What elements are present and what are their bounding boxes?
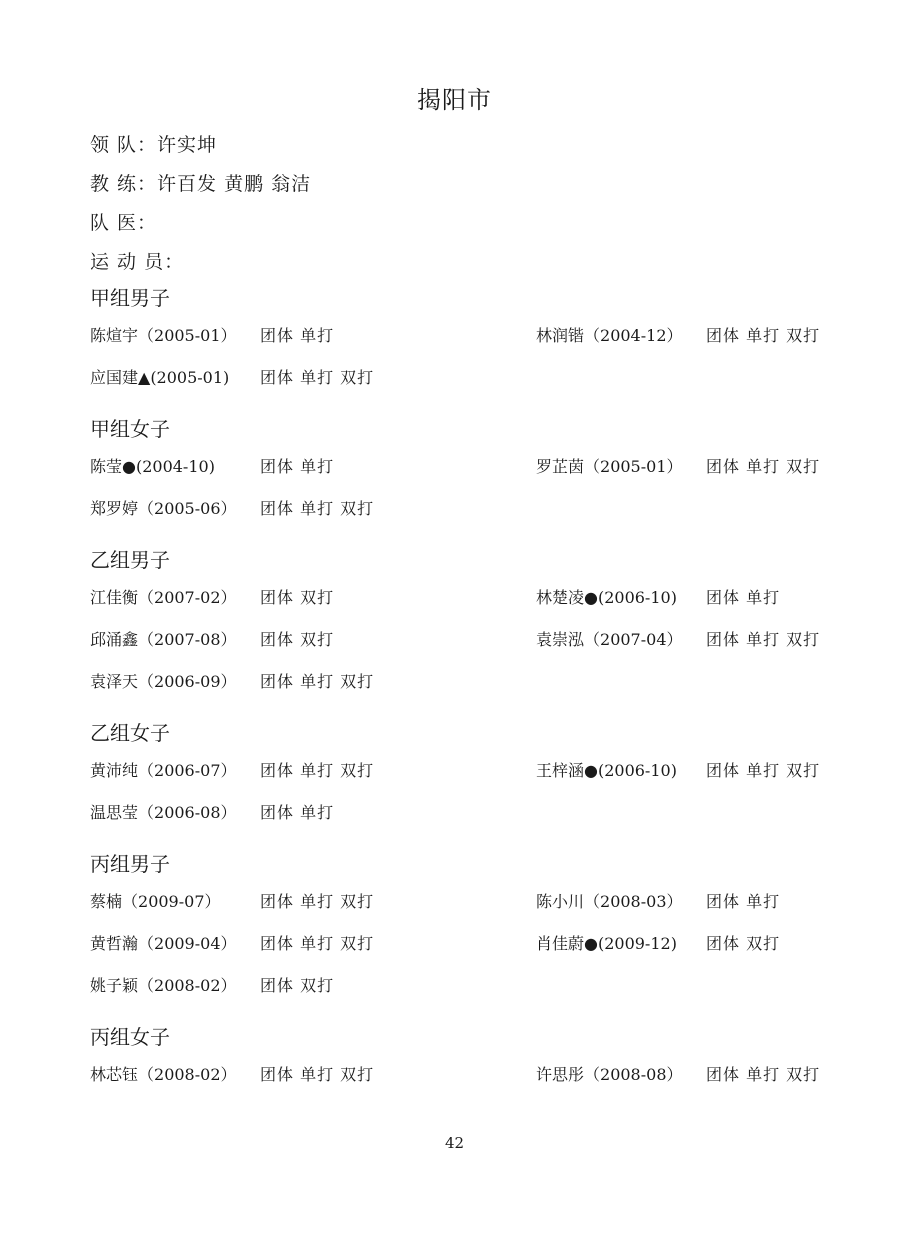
page-title: 揭阳市 — [417, 86, 492, 114]
athlete-identity — [90, 889, 260, 912]
athlete-name: 袁泽天 — [90, 672, 139, 691]
athlete-events: 团体 单打 — [260, 457, 335, 476]
athlete-entry — [536, 454, 821, 477]
athlete-row — [90, 355, 850, 397]
athlete-entry — [90, 627, 335, 650]
athlete-row — [90, 790, 850, 832]
athlete-entry — [90, 800, 335, 823]
athlete-identity — [536, 758, 706, 781]
athlete-birth: （2005-06） — [138, 499, 237, 518]
athlete-row — [90, 748, 850, 790]
athlete-identity — [90, 454, 260, 477]
athlete-identity — [90, 669, 260, 692]
athlete-row — [90, 486, 850, 528]
athlete-birth: (2005-01) — [150, 368, 230, 387]
athlete-birth: （2008-08） — [584, 1065, 683, 1084]
athlete-events: 团体 单打 — [260, 326, 335, 345]
athlete-birth: （2009-07） — [122, 892, 221, 911]
athlete-events: 团体 单打 双打 — [260, 1065, 375, 1084]
athlete-name: 许思彤 — [536, 1065, 585, 1084]
athlete-events: 团体 单打 双打 — [706, 457, 821, 476]
athlete-events: 团体 单打 双打 — [260, 892, 375, 911]
athlete-entry — [536, 1062, 821, 1085]
athlete-name: 姚子颖 — [90, 976, 139, 995]
athlete-events: 团体 双打 — [706, 934, 781, 953]
athlete-identity — [90, 758, 260, 781]
athlete-name: 邱涌鑫 — [90, 630, 139, 649]
athlete-identity — [90, 627, 260, 650]
athlete-identity — [90, 800, 260, 823]
athlete-events: 团体 单打 双打 — [706, 761, 821, 780]
team-leader: 领 队：许实坤 — [90, 134, 218, 156]
athlete-birth: （2006-08） — [138, 803, 237, 822]
athlete-name: 王梓涵● — [536, 761, 598, 780]
athlete-events: 团体 单打 双打 — [260, 499, 375, 518]
athlete-entry — [90, 365, 375, 388]
athlete-birth: （2007-08） — [138, 630, 237, 649]
athlete-entry — [90, 323, 335, 346]
athlete-identity — [536, 627, 706, 650]
athlete-identity — [90, 1062, 260, 1085]
athlete-identity — [536, 931, 706, 954]
athlete-events: 团体 单打 双打 — [706, 326, 821, 345]
athlete-row — [90, 313, 850, 355]
athlete-name: 温思莹 — [90, 803, 139, 822]
athlete-row — [90, 444, 850, 486]
athlete-name: 陈莹● — [90, 457, 136, 476]
athlete-row — [90, 575, 850, 617]
athlete-events: 团体 双打 — [260, 976, 335, 995]
athlete-entry — [90, 1062, 375, 1085]
athlete-events: 团体 单打 — [706, 892, 781, 911]
athlete-birth: (2006-10) — [597, 588, 677, 607]
group-title: 乙组男子 — [90, 548, 170, 572]
athlete-events: 团体 单打 双打 — [260, 934, 375, 953]
athlete-birth: （2006-09） — [138, 672, 237, 691]
athlete-name: 罗芷茵 — [536, 457, 585, 476]
athlete-birth: （2008-02） — [138, 976, 237, 995]
athlete-birth: （2008-02） — [138, 1065, 237, 1084]
athlete-birth: （2008-03） — [584, 892, 683, 911]
athlete-events: 团体 单打 双打 — [706, 1065, 821, 1084]
athlete-name: 黄沛纯 — [90, 761, 139, 780]
athlete-birth: （2005-01） — [138, 326, 237, 345]
athlete-name: 陈煊宇 — [90, 326, 139, 345]
athlete-name: 江佳衡 — [90, 588, 139, 607]
athlete-name: 袁崇泓 — [536, 630, 585, 649]
athlete-group — [90, 718, 850, 832]
athlete-identity — [90, 323, 260, 346]
athlete-name: 肖佳蔚● — [536, 934, 598, 953]
athlete-group — [90, 414, 850, 528]
athlete-entry — [536, 931, 781, 954]
athlete-events: 团体 单打 双打 — [706, 630, 821, 649]
athlete-group — [90, 1022, 850, 1094]
athlete-events: 团体 单打 双打 — [260, 672, 375, 691]
athlete-birth: （2007-04） — [584, 630, 683, 649]
athlete-entry — [536, 889, 781, 912]
athlete-row — [90, 617, 850, 659]
group-title: 丙组女子 — [90, 1025, 170, 1049]
athlete-identity — [536, 585, 706, 608]
athlete-identity — [536, 454, 706, 477]
athlete-name: 林楚凌● — [536, 588, 598, 607]
athletes-label: 运 动 员： — [90, 251, 185, 273]
athlete-name: 林芯钰 — [90, 1065, 139, 1084]
athlete-entry — [536, 758, 821, 781]
athlete-birth: (2006-10) — [597, 761, 677, 780]
athlete-name: 林润锴 — [536, 326, 585, 345]
athlete-entry — [536, 627, 821, 650]
athlete-name: 蔡楠 — [90, 892, 123, 911]
athlete-birth: (2004-10) — [135, 457, 215, 476]
athlete-birth: (2009-12) — [597, 934, 677, 953]
athlete-group — [90, 849, 850, 1005]
athlete-identity — [90, 365, 260, 388]
athlete-events: 团体 单打 — [706, 588, 781, 607]
athlete-entry — [90, 454, 335, 477]
athlete-entry — [536, 585, 781, 608]
athlete-group — [90, 545, 850, 701]
athlete-events: 团体 单打 双打 — [260, 761, 375, 780]
athlete-entry — [536, 323, 821, 346]
athlete-name: 陈小川 — [536, 892, 585, 911]
page-number: 42 — [444, 1134, 465, 1152]
athlete-identity — [536, 1062, 706, 1085]
athlete-birth: （2006-07） — [138, 761, 237, 780]
athlete-row — [90, 963, 850, 1005]
athlete-entry — [90, 496, 375, 519]
athlete-events: 团体 双打 — [260, 630, 335, 649]
athlete-entry — [90, 931, 375, 954]
athlete-entry — [90, 889, 375, 912]
athlete-identity — [90, 931, 260, 954]
athlete-row — [90, 879, 850, 921]
athlete-row — [90, 659, 850, 701]
athlete-row — [90, 921, 850, 963]
team-doctor: 队 医： — [90, 212, 158, 234]
athlete-name: 应国建▲ — [90, 368, 151, 387]
athlete-birth: （2005-01） — [584, 457, 683, 476]
athlete-events: 团体 双打 — [260, 588, 335, 607]
group-title: 甲组女子 — [90, 417, 170, 441]
athlete-name: 黄哲瀚 — [90, 934, 139, 953]
group-title: 乙组女子 — [90, 721, 170, 745]
athlete-birth: （2009-04） — [138, 934, 237, 953]
athlete-identity — [536, 889, 706, 912]
athlete-identity — [90, 496, 260, 519]
team-coaches: 教 练：许百发 黄鹏 翁洁 — [90, 173, 312, 195]
athlete-identity — [536, 323, 706, 346]
athlete-identity — [90, 585, 260, 608]
athlete-events: 团体 单打 双打 — [260, 368, 375, 387]
athlete-birth: （2007-02） — [138, 588, 237, 607]
athlete-birth: （2004-12） — [584, 326, 683, 345]
athlete-entry — [90, 585, 335, 608]
athlete-row — [90, 1052, 850, 1094]
athlete-group — [90, 283, 850, 397]
group-title: 丙组男子 — [90, 852, 170, 876]
group-title: 甲组男子 — [90, 286, 170, 310]
athlete-entry — [90, 669, 375, 692]
athlete-events: 团体 单打 — [260, 803, 335, 822]
athlete-name: 郑罗婷 — [90, 499, 139, 518]
athlete-identity — [90, 973, 260, 996]
athlete-entry — [90, 973, 335, 996]
athlete-entry — [90, 758, 375, 781]
